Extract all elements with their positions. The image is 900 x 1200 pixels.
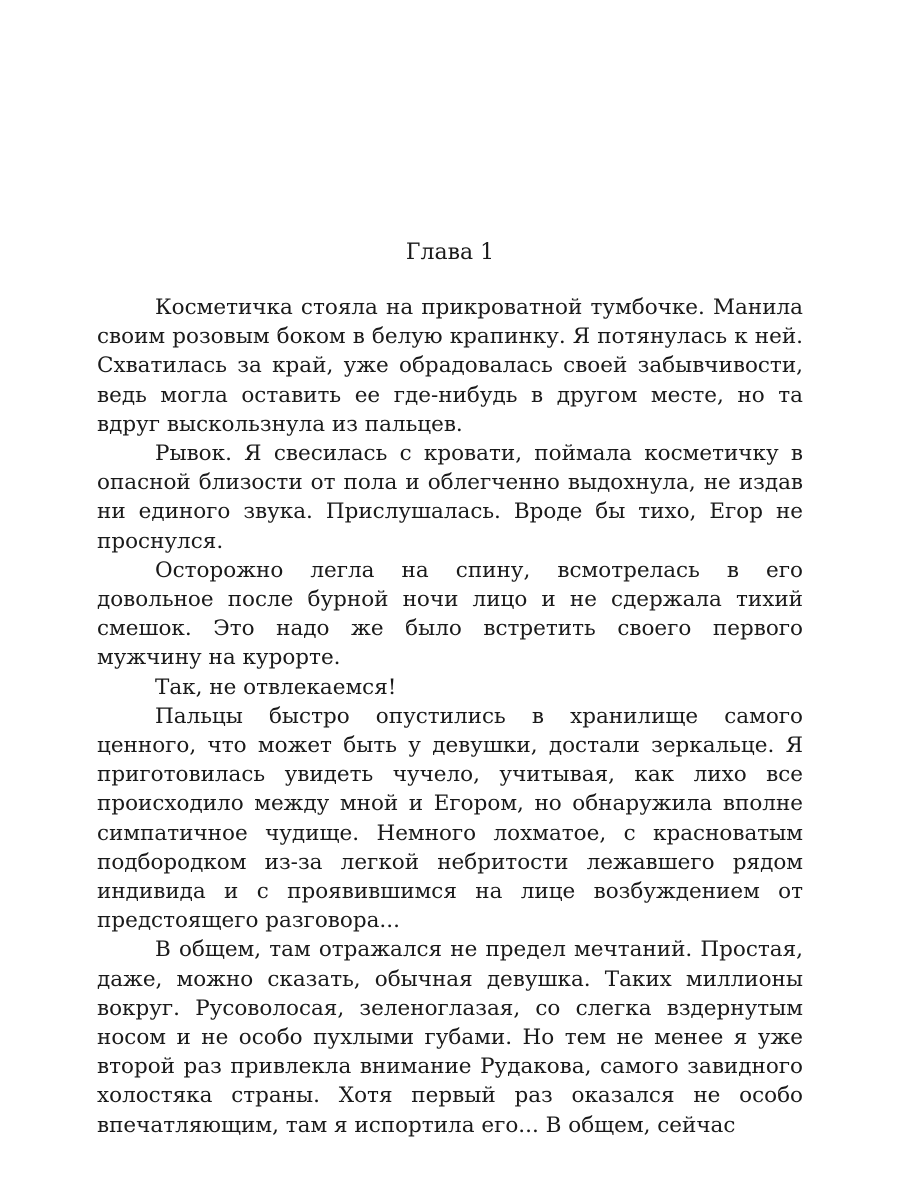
paragraph: Косметичка стояла на прикроватной тумбочке. Манила своим розовым боком в белую крапинку. Я потянулась к ней. Схватилась за край, уже обрадовалась своей забывчивости, ведь могла оставить ее где-нибудь в другом месте, но та вдруг выскользнула из пальцев. bbox=[97, 295, 803, 437]
paragraph: Пальцы быстро опустились в хранилище самого ценного, что может быть у девушки, достали зеркальце. Я приготовилась увидеть чучело, учитывая, как лихо все происходило между мной и Егором, но обнаружила вполне симпатичное чудище. Немного лохматое, с красноватым подбородком из-за легкой небритости лежавшего рядом индивида и с проявившимся на лице возбуждением от предстоящего разговора... bbox=[97, 703, 803, 934]
paragraph: Рывок. Я свесилась с кровати, поймала косметичку в опасной близости от пола и облегченно выдохнула, не издав ни единого звука. Прислушалась. Вроде бы тихо, Егор не проснулся. bbox=[97, 441, 803, 554]
paragraph: В общем, там отражался не предел мечтаний. Простая, даже, можно сказать, обычная девушка. Таких миллионы вокруг. Русоволосая, зеленоглазая, со слегка вздернутым носом и не особо пухлыми губами. Но тем не менее я уже второй раз привлекла внимание Рудакова, самого завидного холостяка страны. Хотя первый раз оказался не особо впечатляющим, там я испортила его... В общем, сейчас bbox=[97, 937, 803, 1138]
chapter-body bbox=[97, 293, 803, 1140]
paragraph: Осторожно легла на спину, всмотрелась в его довольное после бурной ночи лицо и не сдержала тихий смешок. Это надо же было встретить своего первого мужчину на курорте. bbox=[97, 557, 803, 671]
paragraph: Так, не отвлекаемся! bbox=[155, 674, 397, 700]
chapter-title: Глава 1 bbox=[405, 240, 495, 265]
